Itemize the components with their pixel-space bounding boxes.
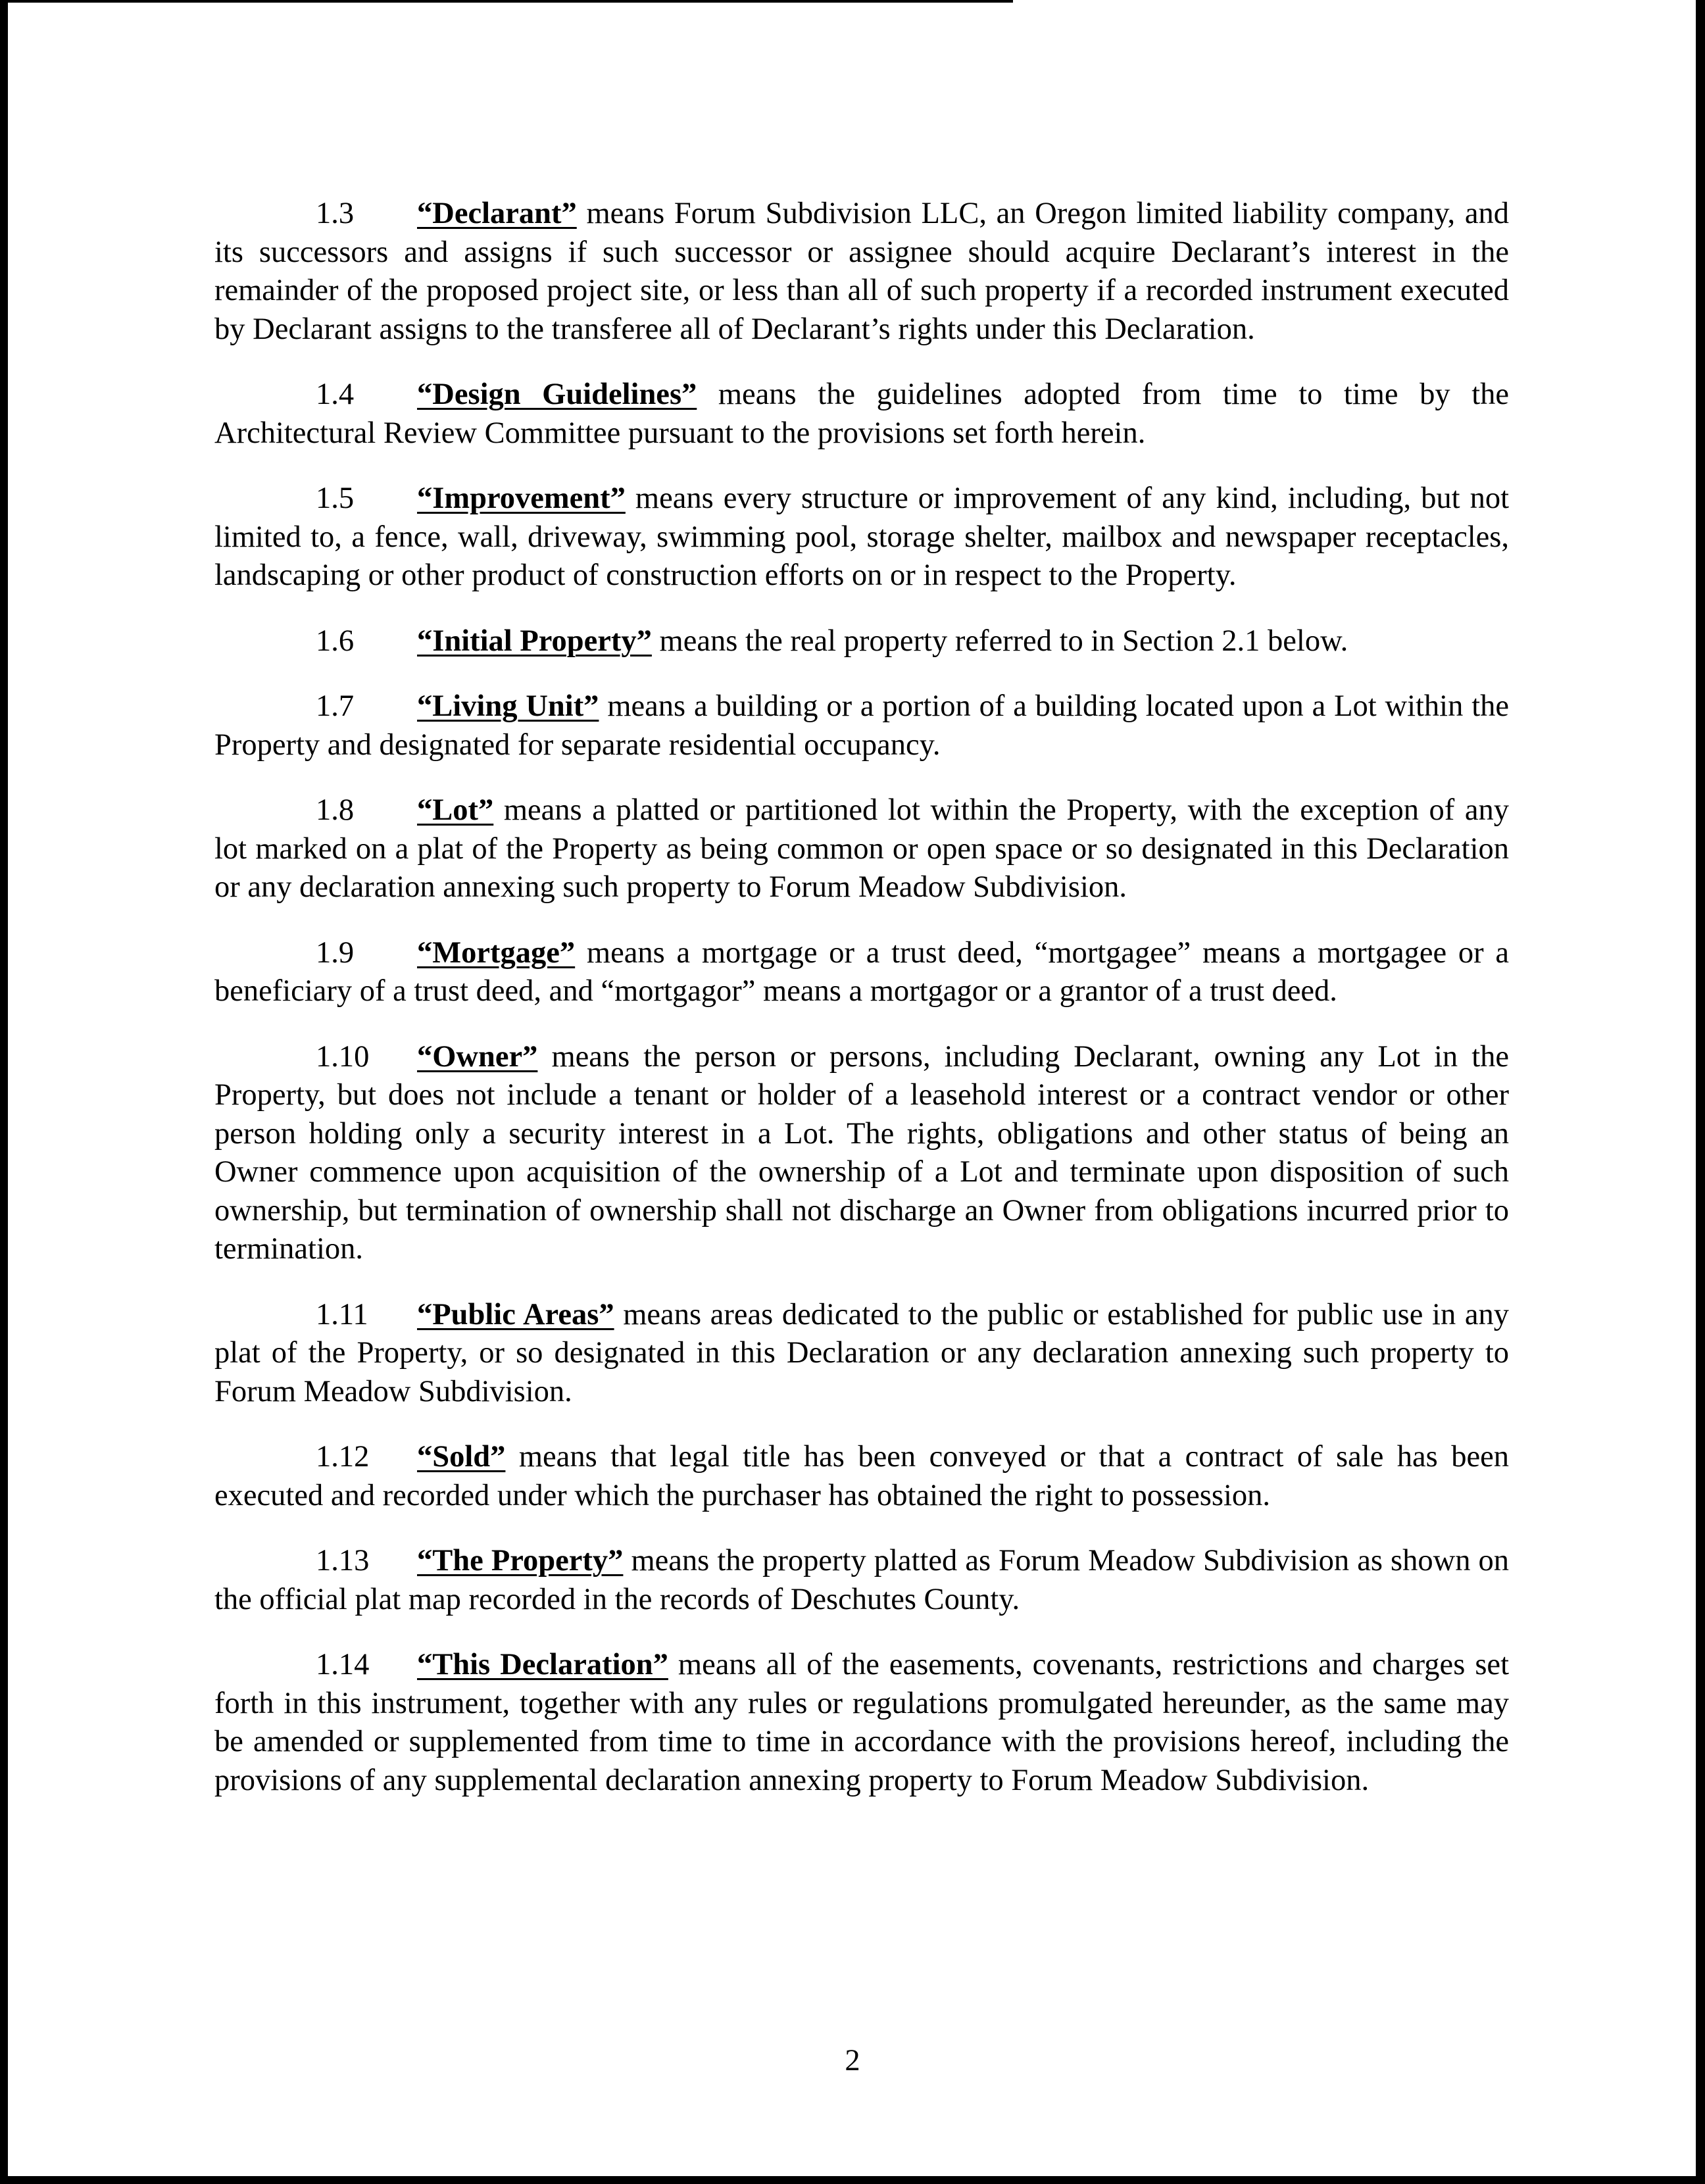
definition-text: means every structure or improvement of any kind, including, but not limited to, a fence, wall, driveway, swimming pool, storage shelter, mailbox and newspaper receptacles, landscaping or other product of construction efforts on or in respect to the Property. xyxy=(214,482,1509,592)
definition-1-6 xyxy=(214,622,1509,661)
definition-text: means areas dedicated to the public or established for public use in any plat of the Property, or so designated in this Declaration or any declaration annexing such property to Forum Meadow Subdivision. xyxy=(214,1297,1510,1408)
defined-term: “Living Unit” xyxy=(417,689,599,723)
definition-text: means all of the easements, covenants, restrictions and charges set forth in this instrument, together with any rules or regulations promulgated hereunder, as the same may be amended or supplemented from time to time in accordance with the provisions hereof, including the provisions of any supplemental declaration annexing property to Forum Meadow Subdivision. xyxy=(214,1648,1509,1797)
defined-term: “Declarant” xyxy=(417,197,577,230)
defined-term: “Public Areas” xyxy=(417,1297,614,1331)
defined-term: “Initial Property” xyxy=(417,624,652,658)
definition-1-10 xyxy=(214,1038,1509,1269)
scan-top-edge xyxy=(0,0,1013,3)
defined-term: “Lot” xyxy=(417,793,494,827)
section-number: 1.6 xyxy=(316,624,355,658)
section-number: 1.10 xyxy=(316,1039,370,1074)
definition-text: means a mortgage or a trust deed, “mortgagee” means a mortgagee or a beneficiary of a trust deed, and “mortgagor” means a mortgagor or a grantor of a trust deed. xyxy=(214,935,1510,1008)
definition-text: means the person or persons, including Declarant, owning any Lot in the Property, but does not include a tenant or holder of a leasehold interest or a contract vendor or other person holding only a security interest in a Lot. The rights, obligations and other status of being an Owner commence upon acquisition of the ownership of a Lot and terminate upon disposition of such ownership, but termination of ownership shall not discharge an Owner from obligations incurred prior to termination. xyxy=(214,1039,1510,1266)
defined-term: “This Declaration” xyxy=(417,1648,668,1681)
section-number: 1.4 xyxy=(316,378,355,411)
definition-text: means a building or a portion of a building located upon a Lot within the Property and designated for separate residential occupancy. xyxy=(214,689,1510,762)
section-number: 1.7 xyxy=(316,689,355,723)
definition-text: means a platted or partitioned lot within the Property, with the exception of any lot marked on a plat of the Property as being common or open space or so designated in this Declaration or any declaration annexing such property to Forum Meadow Subdivision. xyxy=(214,793,1509,904)
definition-text: means the guidelines adopted from time to time by the Architectural Review Committee pursuant to the provisions set forth herein. xyxy=(214,378,1509,450)
definition-1-11 xyxy=(214,1296,1509,1412)
defined-term: “Improvement” xyxy=(417,482,626,515)
definition-1-12 xyxy=(214,1438,1509,1515)
defined-term: “Sold” xyxy=(417,1440,506,1474)
defined-term: “Design Guidelines” xyxy=(417,378,697,411)
definition-1-5 xyxy=(214,480,1509,595)
section-number: 1.9 xyxy=(316,935,355,970)
section-number: 1.12 xyxy=(316,1440,370,1474)
defined-term: “The Property” xyxy=(417,1544,624,1577)
section-number: 1.13 xyxy=(316,1544,370,1577)
section-number: 1.3 xyxy=(316,197,355,230)
definition-1-14 xyxy=(214,1646,1509,1800)
definition-1-9 xyxy=(214,934,1509,1011)
definition-text: means that legal title has been conveyed or that a contract of sale has been executed and recorded under which the purchaser has obtained the right to possession. xyxy=(214,1440,1510,1512)
definition-1-7 xyxy=(214,687,1509,764)
definition-text: means the real property referred to in Section 2.1 below. xyxy=(659,624,1348,658)
definition-text: means Forum Subdivision LLC, an Oregon limited liability company, and its successors and assigns if such successor or assignee should acquire Declarant’s interest in the remainder of the proposed project site, or less than all of such property if a recorded instrument executed by Declarant assigns to the transferee all of Declarant’s rights under this Declaration. xyxy=(214,197,1509,346)
definition-1-4 xyxy=(214,376,1509,453)
section-number: 1.14 xyxy=(316,1648,370,1681)
section-number: 1.11 xyxy=(316,1297,368,1331)
defined-term: “Owner” xyxy=(417,1039,538,1074)
definition-1-13 xyxy=(214,1542,1509,1619)
definition-1-8 xyxy=(214,791,1509,907)
section-number: 1.5 xyxy=(316,482,355,515)
defined-term: “Mortgage” xyxy=(417,935,576,970)
page-number: 2 xyxy=(845,2044,860,2077)
section-number: 1.8 xyxy=(316,793,355,827)
document-body xyxy=(214,195,1509,1827)
definition-1-3 xyxy=(214,195,1509,349)
definition-text: means the property platted as Forum Meadow Subdivision as shown on the official plat map recorded in the records of Deschutes County. xyxy=(214,1544,1510,1616)
